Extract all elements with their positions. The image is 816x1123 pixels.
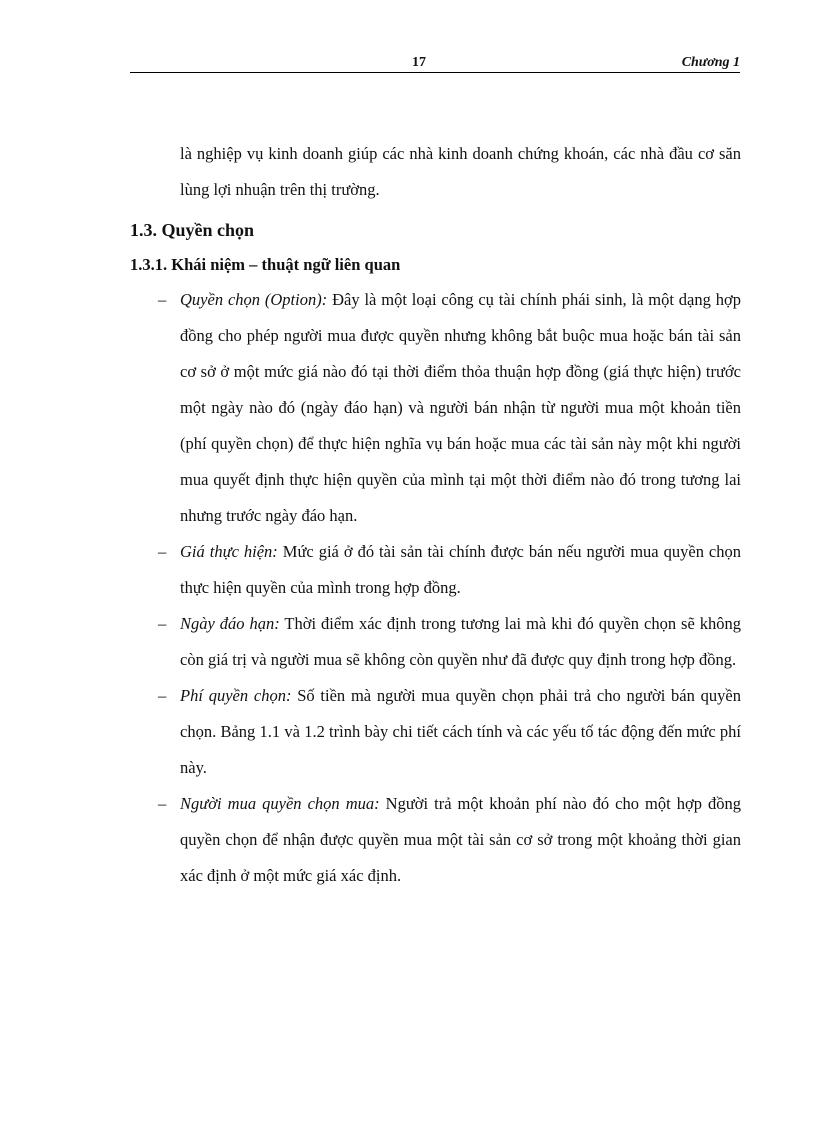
- bullet-text: Thời điểm xác định trong tương lai mà khi đó quyền chọn sẽ không còn giá trị và người mua sẽ không còn quyền như đã được quy định trong hợp đồng.: [180, 614, 741, 669]
- page-number: 17: [412, 55, 426, 70]
- subsection-title: 1.3.1. Khái niệm – thuật ngữ liên quan: [130, 255, 401, 274]
- bullet-item: [130, 606, 741, 678]
- page-header-rule: [130, 50, 740, 73]
- bullet-text: Đây là một loại công cụ tài chính phái sinh, là một dạng hợp đồng cho phép người mua được quyền nhưng không bắt buộc mua hoặc bán tài sản cơ sở ở một mức giá nào đó tại thời điểm thỏa thuận hợp đồng (giá thực hiện) trước một ngày nào đó (ngày đáo hạn) và người bán nhận từ người mua một khoản tiền (phí quyền chọn) để thực hiện nghĩa vụ bán hoặc mua các tài sản này một khi người mua quyết định thực hiện quyền của mình tại một thời điểm nào đó trong tương lai nhưng trước ngày đáo hạn.: [180, 290, 741, 525]
- bullet-dash: –: [158, 542, 167, 561]
- bullet-dash: –: [158, 794, 167, 813]
- bullet-term: Giá thực hiện:: [180, 542, 278, 561]
- bullet-dash: –: [158, 614, 167, 633]
- bullet-term: Người mua quyền chọn mua:: [180, 794, 380, 813]
- intro-paragraph: là nghiệp vụ kinh doanh giúp các nhà kinh doanh chứng khoán, các nhà đầu cơ săn lùng lợi nhuận trên thị trường.: [180, 144, 741, 199]
- bullet-term: Quyền chọn (Option):: [180, 290, 328, 309]
- bullet-text: Số tiền mà người mua quyền chọn phải trả cho người bán quyền chọn. Bảng 1.1 và 1.2 trình bày chi tiết cách tính và các yếu tố tác động đến mức phí này.: [180, 686, 741, 777]
- bullet-term: Phí quyền chọn:: [180, 686, 292, 705]
- bullet-text: Mức giá ở đó tài sản tài chính được bán nếu người mua quyền chọn thực hiện quyền của mình trong hợp đồng.: [180, 542, 742, 597]
- bullet-dash: –: [158, 686, 167, 705]
- bullet-dash: –: [158, 290, 167, 309]
- chapter-label: Chương 1: [681, 55, 740, 70]
- bullet-item: [130, 282, 741, 534]
- bullet-item: [130, 786, 741, 894]
- bullet-item: [130, 534, 741, 606]
- bullet-term: Ngày đáo hạn:: [180, 614, 280, 633]
- bullet-item: [130, 678, 741, 786]
- section-title: 1.3. Quyền chọn: [130, 220, 255, 240]
- bullet-text: Người trả một khoản phí nào đó cho một hợp đồng quyền chọn để nhận được quyền mua một tài sản cơ sở trong một khoảng thời gian xác định ở một mức giá xác định.: [180, 794, 741, 885]
- page-body: [130, 136, 741, 894]
